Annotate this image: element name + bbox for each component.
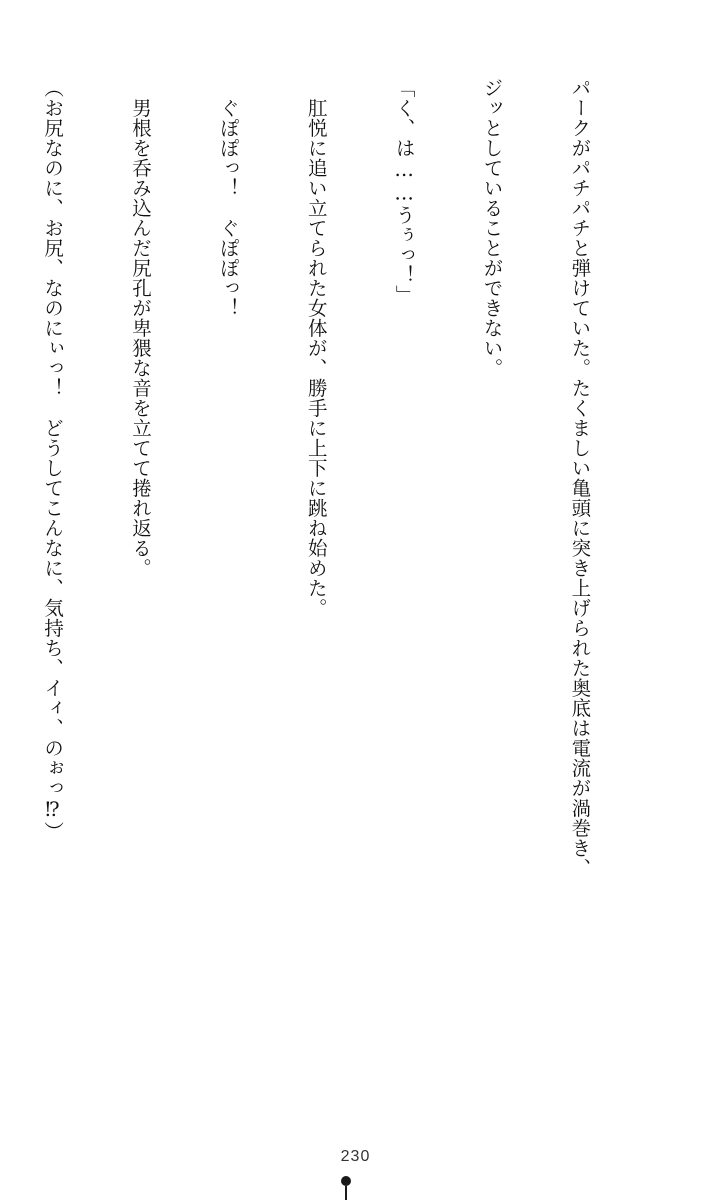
text-line: ジッとしていることができない。 xyxy=(480,78,504,378)
text-line: （お尻なのに、お尻、なのにぃっ！ どうしてこんなに、気持ち、イィ、のぉっ⁉） xyxy=(41,78,65,842)
page-number: 230 xyxy=(340,1148,371,1165)
text-line: ぐぽぽっ！ ぐぽぽっ！ xyxy=(216,78,240,318)
vertical-text-block xyxy=(0,78,653,1058)
bookmark-ribbon-icon xyxy=(341,1176,351,1186)
text-line: 「く、は……うぅっ！」 xyxy=(392,78,416,305)
text-line: パークがパチパチと弾けていた。たくましい亀頭に突き上げられた奥底は電流が渦巻き、 xyxy=(568,78,592,878)
bookmark-ribbon-stem xyxy=(345,1186,347,1200)
text-line: 男根を呑み込んだ尻孔が卑猥な音を立てて捲れ返る。 xyxy=(128,78,152,578)
text-line: 肛悦に追い立てられた女体が、勝手に上下に跳ね始めた。 xyxy=(304,78,328,618)
